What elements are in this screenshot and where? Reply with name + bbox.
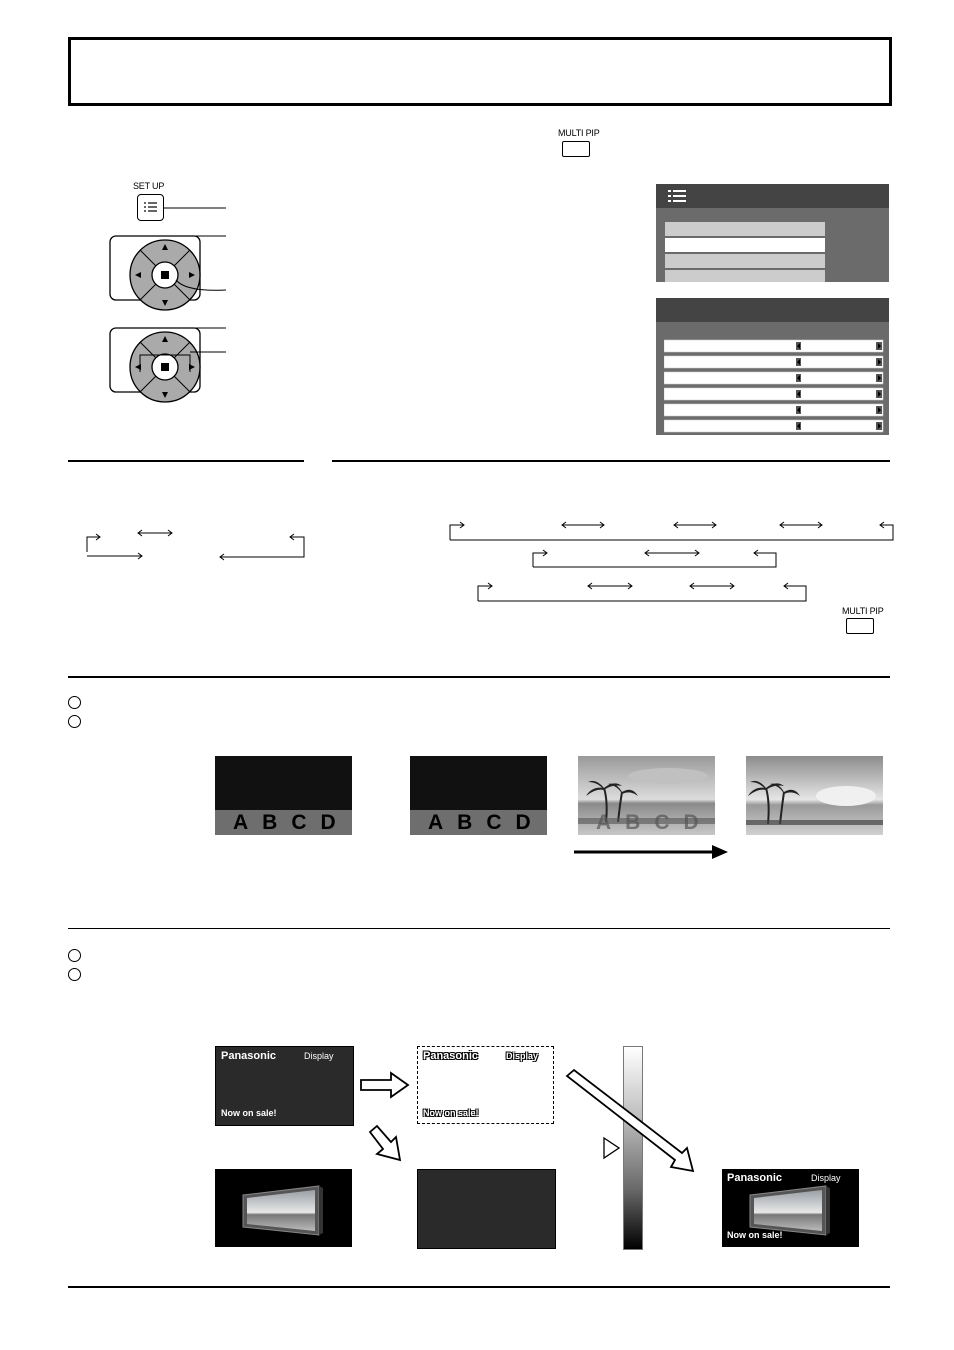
circle-number-icon: [68, 696, 81, 709]
cursor-pad-2: [110, 328, 226, 402]
section-rule-bottom: [68, 1286, 890, 1288]
cycle-diagram-right: [440, 515, 900, 605]
menu-item-2-selected[interactable]: [665, 238, 825, 252]
menu-item-3[interactable]: [665, 254, 825, 268]
subtitle-letters: ABCD: [428, 811, 545, 834]
composite-product: Display: [811, 1173, 841, 1183]
arrow-icon: [567, 1070, 693, 1171]
pointer-icon: [604, 1138, 619, 1158]
setup-label: SET UP: [133, 181, 165, 191]
section-rule-3: [68, 928, 890, 929]
subtitle-letters-fading: ABCD: [596, 811, 713, 834]
subtitle-screen-2: [410, 756, 547, 835]
adjust-rows: [664, 338, 884, 433]
promo-tagline: Now on sale!: [221, 1108, 277, 1118]
osd-menu-header: [656, 184, 889, 208]
cycle-diagram-left: [80, 520, 315, 565]
section-rule-2: [68, 676, 890, 678]
circle-number-icon: [68, 968, 81, 981]
arrow-icon: [370, 1126, 400, 1160]
osd-menu-screen: [656, 184, 889, 282]
promo-panel-dark: [417, 1169, 556, 1249]
page-title-box: [68, 37, 892, 106]
circle-number-icon: [68, 949, 81, 962]
menu-item-1[interactable]: [665, 222, 825, 236]
osd-adjust-header: [656, 298, 889, 322]
promo-panel: [215, 1046, 354, 1126]
promo-product: Display: [304, 1051, 334, 1061]
remote-pad-diagram: [100, 200, 240, 410]
composite-tagline: Now on sale!: [727, 1230, 783, 1240]
arrow-icon: [574, 844, 734, 860]
promo-product-outline: Display: [506, 1051, 539, 1061]
composite-brand: Panasonic: [727, 1172, 783, 1184]
cursor-pad-1: [110, 236, 226, 310]
beach-screen: [746, 756, 883, 835]
menu-list-icon: [668, 190, 686, 202]
multi-pip-label: MULTI PIP: [558, 128, 600, 138]
composite-panel: [722, 1169, 859, 1247]
tv-image-panel: [215, 1169, 352, 1247]
section-rule-right: [332, 460, 890, 462]
circle-number-icon: [68, 715, 81, 728]
section-rule-left: [68, 460, 304, 462]
multi-pip-label-2: MULTI PIP: [842, 606, 884, 616]
arrow-icon: [361, 1073, 408, 1097]
promo-brand-outline: Panasonic: [423, 1050, 479, 1062]
multi-pip-button-2[interactable]: [846, 618, 874, 634]
beach-screen-fading: [578, 756, 715, 835]
osd-adjust-screen: [656, 298, 889, 435]
multi-pip-button[interactable]: [562, 141, 590, 157]
promo-tagline-outline: Now on sale!: [423, 1108, 479, 1118]
promo-brand: Panasonic: [221, 1050, 277, 1062]
beach-image: [746, 756, 883, 835]
flow-arrows: [355, 1068, 700, 1178]
subtitle-screen-1: [215, 756, 352, 835]
subtitle-letters: ABCD: [233, 811, 350, 834]
menu-item-4[interactable]: [665, 270, 825, 282]
tv-image: [215, 1169, 352, 1247]
